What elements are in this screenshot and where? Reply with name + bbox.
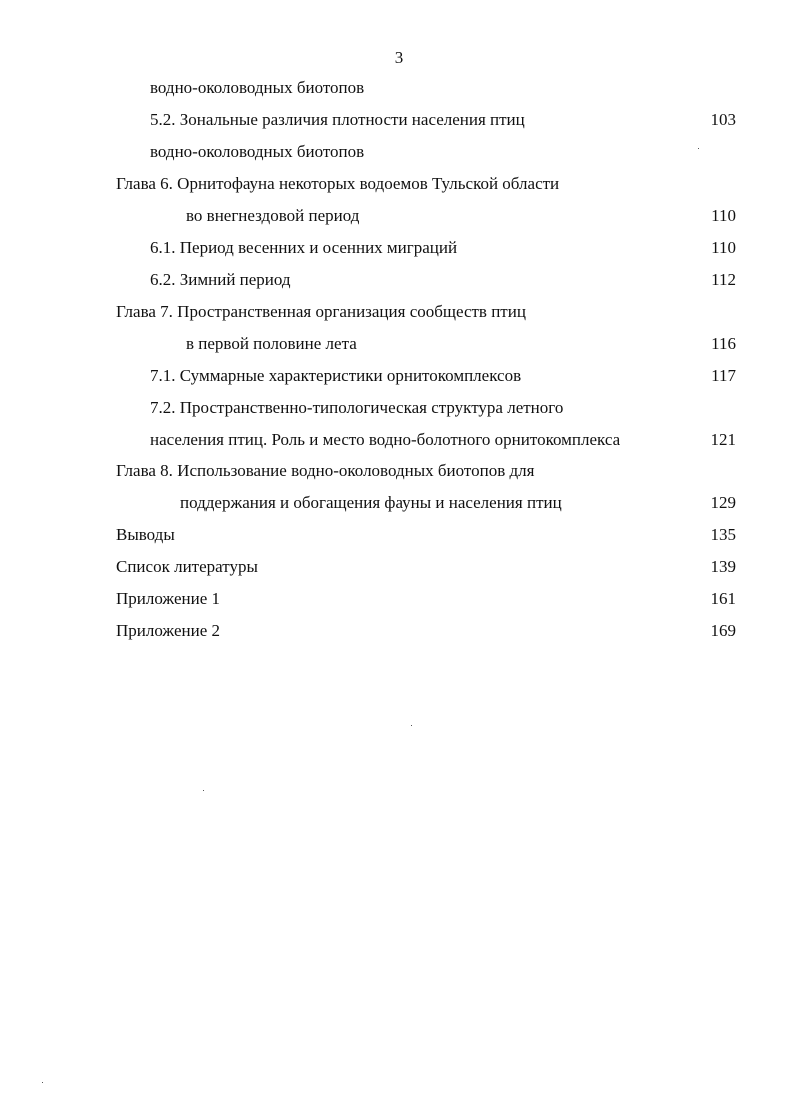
toc-line: населения птиц. Роль и место водно-болотного орнитокомплекса <box>150 430 621 449</box>
toc-chapter-heading: Глава 7. Пространственная организация сообществ птиц <box>116 302 526 321</box>
toc-page-number: 117 <box>711 366 736 385</box>
toc-line: поддержания и обогащения фауны и населения птиц <box>180 493 562 512</box>
page-number: 3 <box>394 48 404 67</box>
toc-page-number: 103 <box>710 110 736 129</box>
toc-page-number: 121 <box>710 430 736 449</box>
toc-line: Приложение 2 <box>116 621 220 640</box>
toc-line: 7.1. Суммарные характеристики орнитокомплексов <box>150 366 522 385</box>
toc-line: 6.1. Период весенних и осенних миграций <box>150 238 458 257</box>
toc-chapter-heading: Глава 8. Использование водно-околоводных биотопов для <box>116 461 535 480</box>
toc-page-number: 139 <box>710 557 736 576</box>
toc-line: водно-околоводных биотопов <box>150 78 365 97</box>
toc-line: водно-околоводных биотопов <box>150 142 365 161</box>
scan-speck <box>698 148 699 149</box>
toc-page-number: 129 <box>710 493 736 512</box>
toc-line: Выводы <box>116 525 175 544</box>
toc-chapter-heading: Глава 6. Орнитофауна некоторых водоемов Тульской области <box>116 174 560 193</box>
scan-speck <box>411 725 412 726</box>
toc-line: 6.2. Зимний период <box>150 270 291 289</box>
toc-line: в первой половине лета <box>186 334 357 353</box>
toc-page-number: 135 <box>710 525 736 544</box>
toc-page-number: 161 <box>710 589 736 608</box>
toc-page-number: 110 <box>711 206 736 225</box>
toc-line: Список литературы <box>116 557 258 576</box>
toc-line: во внегнездовой период <box>186 206 360 225</box>
toc-line: 7.2. Пространственно-типологическая структура летного <box>150 398 564 417</box>
toc-line: Приложение 1 <box>116 589 220 608</box>
toc-page-number: 116 <box>711 334 736 353</box>
toc-line: 5.2. Зональные различия плотности населения птиц <box>150 110 525 129</box>
toc-page-number: 110 <box>711 238 736 257</box>
scan-speck <box>203 790 204 791</box>
toc-page-number: 169 <box>710 621 736 640</box>
toc-page-number: 112 <box>711 270 736 289</box>
scan-speck <box>42 1082 43 1083</box>
